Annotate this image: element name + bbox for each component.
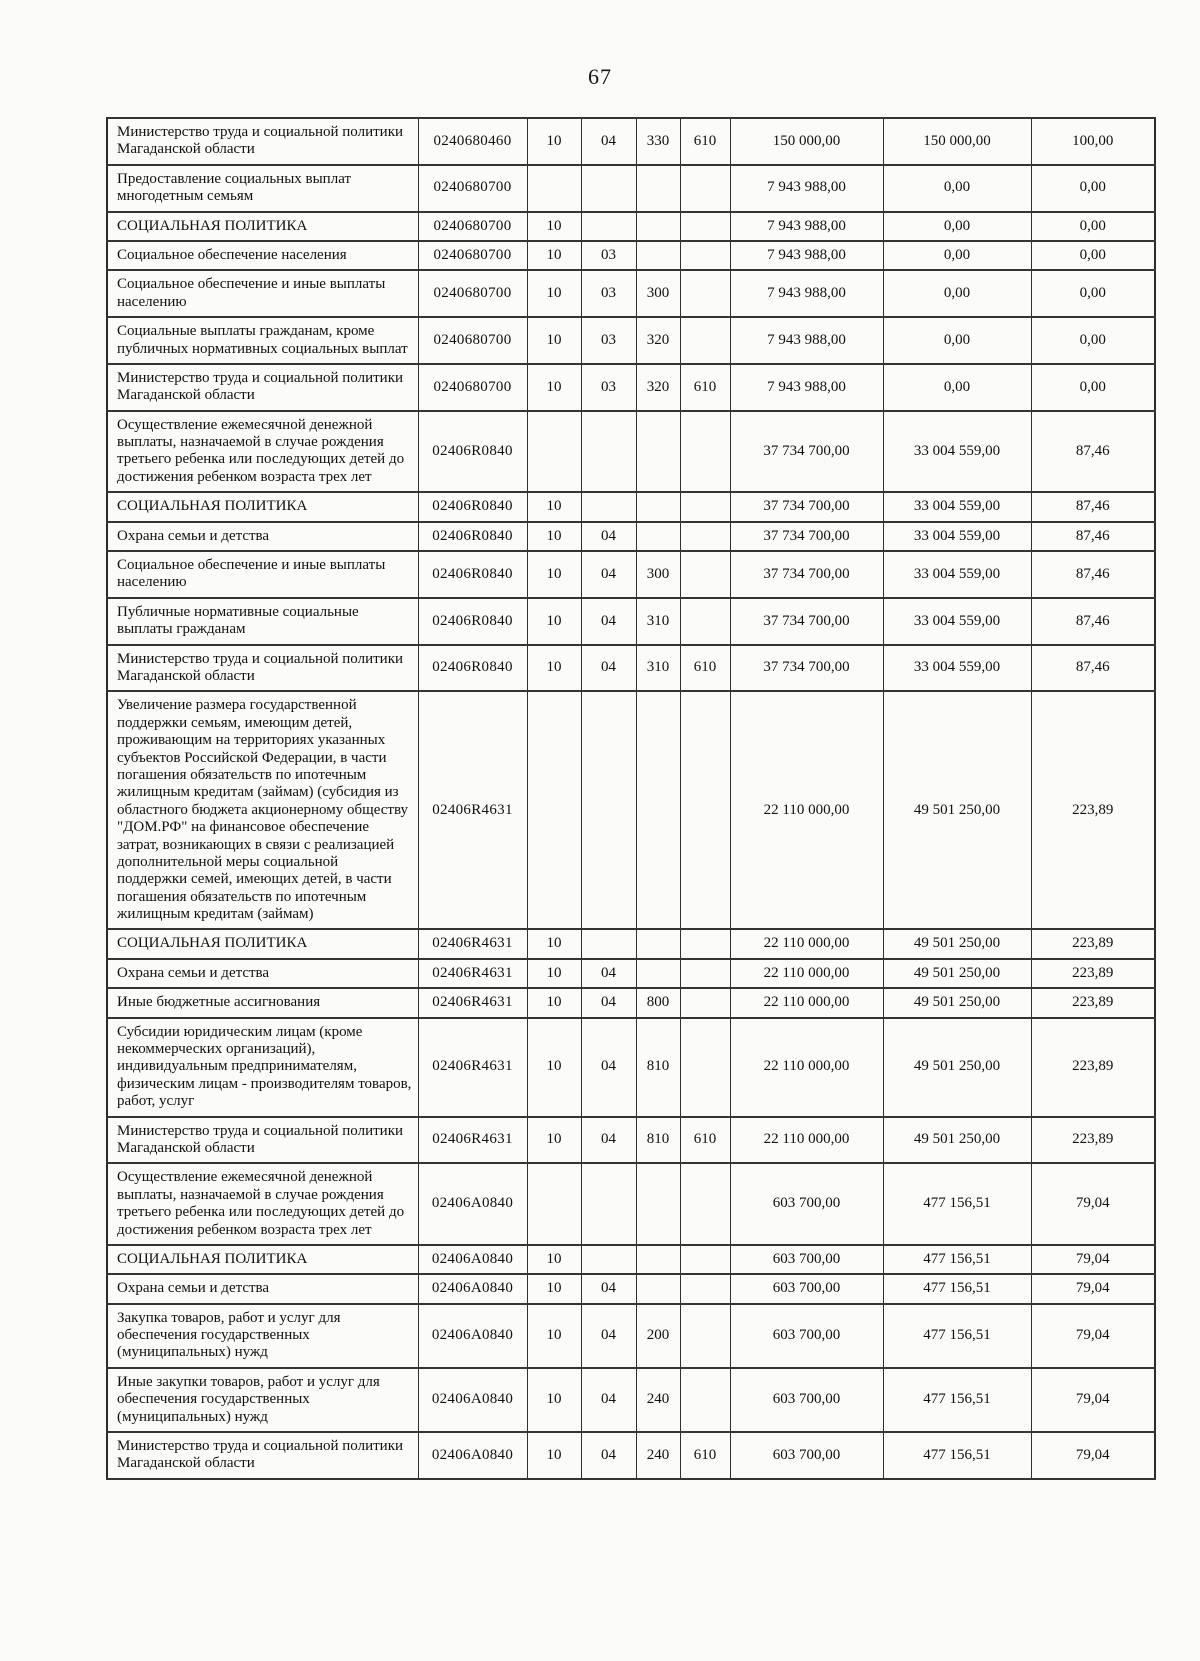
cell-percent: 0,00 [1031,364,1155,411]
cell-code: 02406R0840 [418,598,527,645]
cell-extra-code [680,270,730,317]
cell-section: 10 [527,1274,581,1303]
cell-code: 02406R4631 [418,1117,527,1164]
cell-extra-code [680,1018,730,1117]
cell-section: 10 [527,1018,581,1117]
cell-subsection [581,691,636,929]
table-row [107,691,1155,929]
cell-code: 02406A0840 [418,1163,527,1245]
cell-expense-type: 800 [636,988,680,1017]
cell-fact-amount: 49 501 250,00 [883,691,1031,929]
cell-extra-code [680,492,730,521]
cell-extra-code [680,691,730,929]
table-row [107,1018,1155,1117]
cell-plan-amount: 7 943 988,00 [730,270,883,317]
cell-code: 0240680700 [418,270,527,317]
cell-name: Увеличение размера государственной поддержки семьям, имеющим детей, проживающим на территориях указанных субъектов Российской Федерации, в части погашения обязательств по ипотечным жилищным кредитам (займам) (субсидия из областного бюджета акционерному обществу "ДОМ.РФ" на финансовое обеспечение затрат, возникающих в связи с реализацией дополнительной меры социальной поддержки семей, имеющих детей, в части погашения обязательств по ипотечным жилищным кредитам (займам) [107,691,418,929]
cell-extra-code [680,1304,730,1368]
cell-fact-amount: 33 004 559,00 [883,522,1031,551]
cell-percent: 79,04 [1031,1274,1155,1303]
cell-extra-code [680,411,730,493]
cell-percent: 87,46 [1031,645,1155,692]
cell-subsection [581,929,636,958]
cell-name: Министерство труда и социальной политики Магаданской области [107,118,418,165]
cell-subsection: 03 [581,364,636,411]
cell-name: Охрана семьи и детства [107,959,418,988]
cell-expense-type [636,1163,680,1245]
cell-name: Иные бюджетные ассигнования [107,988,418,1017]
cell-subsection: 04 [581,959,636,988]
cell-code: 0240680700 [418,317,527,364]
table-row [107,1304,1155,1368]
cell-subsection: 04 [581,1018,636,1117]
cell-section: 10 [527,317,581,364]
cell-fact-amount: 0,00 [883,270,1031,317]
cell-name: Социальное обеспечение и иные выплаты населению [107,551,418,598]
cell-extra-code: 610 [680,364,730,411]
cell-expense-type [636,165,680,212]
cell-plan-amount: 37 734 700,00 [730,522,883,551]
cell-plan-amount: 603 700,00 [730,1163,883,1245]
cell-expense-type [636,492,680,521]
cell-name: Министерство труда и социальной политики Магаданской области [107,364,418,411]
table-row [107,1432,1155,1479]
cell-section [527,1163,581,1245]
cell-expense-type: 200 [636,1304,680,1368]
cell-name: Министерство труда и социальной политики Магаданской области [107,1432,418,1479]
cell-section: 10 [527,959,581,988]
cell-subsection: 04 [581,988,636,1017]
cell-code: 02406R0840 [418,645,527,692]
cell-plan-amount: 603 700,00 [730,1368,883,1432]
cell-fact-amount: 0,00 [883,212,1031,241]
cell-subsection: 03 [581,241,636,270]
cell-percent: 223,89 [1031,1018,1155,1117]
cell-percent: 79,04 [1031,1245,1155,1274]
cell-section: 10 [527,1117,581,1164]
cell-name: Иные закупки товаров, работ и услуг для обеспечения государственных (муниципальных) нужд [107,1368,418,1432]
cell-section [527,691,581,929]
cell-fact-amount: 477 156,51 [883,1245,1031,1274]
cell-section: 10 [527,118,581,165]
cell-code: 02406A0840 [418,1432,527,1479]
table-row [107,1163,1155,1245]
cell-fact-amount: 49 501 250,00 [883,929,1031,958]
table-row [107,118,1155,165]
cell-percent: 87,46 [1031,492,1155,521]
cell-code: 02406R0840 [418,551,527,598]
cell-subsection: 03 [581,270,636,317]
cell-expense-type [636,1274,680,1303]
cell-name: Публичные нормативные социальные выплаты гражданам [107,598,418,645]
cell-expense-type [636,929,680,958]
cell-expense-type: 240 [636,1432,680,1479]
table-row [107,270,1155,317]
cell-subsection [581,1245,636,1274]
cell-plan-amount: 7 943 988,00 [730,212,883,241]
cell-extra-code [680,1245,730,1274]
cell-name: СОЦИАЛЬНАЯ ПОЛИТИКА [107,492,418,521]
cell-section: 10 [527,1304,581,1368]
table-row [107,929,1155,958]
cell-percent: 223,89 [1031,1117,1155,1164]
cell-fact-amount: 477 156,51 [883,1432,1031,1479]
cell-fact-amount: 33 004 559,00 [883,645,1031,692]
cell-subsection: 04 [581,1274,636,1303]
cell-extra-code [680,241,730,270]
cell-section: 10 [527,522,581,551]
cell-name: Социальные выплаты гражданам, кроме публичных нормативных социальных выплат [107,317,418,364]
cell-subsection: 04 [581,645,636,692]
cell-code: 02406R4631 [418,929,527,958]
cell-extra-code: 610 [680,1117,730,1164]
cell-extra-code [680,988,730,1017]
budget-table [106,117,1156,1480]
cell-plan-amount: 37 734 700,00 [730,411,883,493]
cell-code: 0240680700 [418,165,527,212]
cell-expense-type: 300 [636,270,680,317]
cell-percent: 79,04 [1031,1304,1155,1368]
cell-section: 10 [527,929,581,958]
cell-subsection [581,1163,636,1245]
cell-expense-type: 810 [636,1117,680,1164]
cell-expense-type: 320 [636,364,680,411]
cell-extra-code [680,317,730,364]
cell-expense-type [636,959,680,988]
cell-percent: 0,00 [1031,241,1155,270]
cell-percent: 0,00 [1031,212,1155,241]
cell-code: 02406R0840 [418,492,527,521]
cell-extra-code [680,551,730,598]
cell-extra-code: 610 [680,645,730,692]
cell-plan-amount: 603 700,00 [730,1432,883,1479]
cell-fact-amount: 49 501 250,00 [883,1018,1031,1117]
cell-percent: 79,04 [1031,1432,1155,1479]
cell-section: 10 [527,364,581,411]
cell-fact-amount: 477 156,51 [883,1368,1031,1432]
cell-plan-amount: 37 734 700,00 [730,645,883,692]
cell-expense-type: 310 [636,645,680,692]
cell-expense-type [636,212,680,241]
cell-name: Социальное обеспечение и иные выплаты населению [107,270,418,317]
table-row [107,212,1155,241]
cell-extra-code: 610 [680,1432,730,1479]
cell-percent: 87,46 [1031,598,1155,645]
cell-fact-amount: 33 004 559,00 [883,551,1031,598]
budget-table-body [107,118,1155,1479]
table-row [107,598,1155,645]
cell-name: Охрана семьи и детства [107,522,418,551]
cell-fact-amount: 0,00 [883,241,1031,270]
table-row [107,317,1155,364]
cell-name: Субсидии юридическим лицам (кроме некоммерческих организаций), индивидуальным предпринимателям, физическим лицам - производителям товаров, работ, услуг [107,1018,418,1117]
cell-name: Министерство труда и социальной политики Магаданской области [107,1117,418,1164]
cell-percent: 87,46 [1031,411,1155,493]
cell-percent: 87,46 [1031,522,1155,551]
cell-percent: 0,00 [1031,317,1155,364]
cell-percent: 223,89 [1031,691,1155,929]
cell-expense-type [636,411,680,493]
cell-code: 02406R4631 [418,988,527,1017]
cell-expense-type: 330 [636,118,680,165]
table-row [107,1117,1155,1164]
cell-subsection: 04 [581,522,636,551]
cell-section: 10 [527,1368,581,1432]
table-row [107,959,1155,988]
cell-code: 02406R4631 [418,1018,527,1117]
cell-fact-amount: 0,00 [883,317,1031,364]
table-row [107,522,1155,551]
cell-percent: 79,04 [1031,1368,1155,1432]
cell-extra-code: 610 [680,118,730,165]
cell-section: 10 [527,645,581,692]
cell-fact-amount: 0,00 [883,165,1031,212]
cell-expense-type: 310 [636,598,680,645]
cell-fact-amount: 49 501 250,00 [883,988,1031,1017]
cell-plan-amount: 22 110 000,00 [730,988,883,1017]
cell-code: 02406R0840 [418,411,527,493]
cell-section: 10 [527,492,581,521]
cell-extra-code [680,929,730,958]
cell-fact-amount: 49 501 250,00 [883,959,1031,988]
cell-extra-code [680,1274,730,1303]
cell-section: 10 [527,598,581,645]
cell-name: Охрана семьи и детства [107,1274,418,1303]
cell-subsection: 04 [581,1368,636,1432]
cell-percent: 223,89 [1031,959,1155,988]
cell-section: 10 [527,270,581,317]
cell-plan-amount: 22 110 000,00 [730,1018,883,1117]
cell-extra-code [680,959,730,988]
cell-name: Социальное обеспечение населения [107,241,418,270]
cell-fact-amount: 49 501 250,00 [883,1117,1031,1164]
cell-name: Министерство труда и социальной политики Магаданской области [107,645,418,692]
table-row [107,165,1155,212]
page-number: 67 [588,64,612,89]
cell-extra-code [680,1368,730,1432]
cell-section [527,411,581,493]
cell-plan-amount: 22 110 000,00 [730,691,883,929]
table-row [107,1368,1155,1432]
cell-plan-amount: 37 734 700,00 [730,598,883,645]
cell-subsection: 04 [581,1304,636,1368]
cell-fact-amount: 477 156,51 [883,1304,1031,1368]
table-row [107,551,1155,598]
cell-code: 02406A0840 [418,1274,527,1303]
cell-extra-code [680,598,730,645]
cell-percent: 0,00 [1031,165,1155,212]
cell-name: СОЦИАЛЬНАЯ ПОЛИТИКА [107,212,418,241]
cell-expense-type: 300 [636,551,680,598]
cell-extra-code [680,165,730,212]
cell-percent: 0,00 [1031,270,1155,317]
cell-plan-amount: 603 700,00 [730,1304,883,1368]
cell-subsection [581,492,636,521]
cell-code: 02406R0840 [418,522,527,551]
cell-section: 10 [527,551,581,598]
cell-name: СОЦИАЛЬНАЯ ПОЛИТИКА [107,1245,418,1274]
cell-code: 02406A0840 [418,1245,527,1274]
cell-plan-amount: 37 734 700,00 [730,492,883,521]
table-row [107,1245,1155,1274]
cell-name: СОЦИАЛЬНАЯ ПОЛИТИКА [107,929,418,958]
table-row [107,492,1155,521]
cell-expense-type [636,522,680,551]
cell-plan-amount: 22 110 000,00 [730,1117,883,1164]
cell-percent: 100,00 [1031,118,1155,165]
cell-code: 02406R4631 [418,959,527,988]
cell-name: Осуществление ежемесячной денежной выплаты, назначаемой в случае рождения третьего ребенка или последующих детей до достижения ребенком возраста трех лет [107,411,418,493]
cell-name: Осуществление ежемесячной денежной выплаты, назначаемой в случае рождения третьего ребенка или последующих детей до достижения ребенком возраста трех лет [107,1163,418,1245]
cell-plan-amount: 603 700,00 [730,1274,883,1303]
cell-code: 0240680700 [418,364,527,411]
cell-code: 0240680700 [418,241,527,270]
cell-percent: 223,89 [1031,988,1155,1017]
cell-plan-amount: 150 000,00 [730,118,883,165]
table-row [107,645,1155,692]
cell-expense-type: 320 [636,317,680,364]
cell-percent: 87,46 [1031,551,1155,598]
cell-fact-amount: 33 004 559,00 [883,411,1031,493]
cell-extra-code [680,212,730,241]
cell-plan-amount: 603 700,00 [730,1245,883,1274]
cell-section [527,165,581,212]
cell-section: 10 [527,988,581,1017]
table-row [107,988,1155,1017]
table-row [107,1274,1155,1303]
cell-plan-amount: 22 110 000,00 [730,959,883,988]
cell-extra-code [680,522,730,551]
cell-plan-amount: 7 943 988,00 [730,364,883,411]
cell-expense-type [636,691,680,929]
cell-percent: 79,04 [1031,1163,1155,1245]
cell-section: 10 [527,1432,581,1479]
table-row [107,411,1155,493]
cell-subsection [581,212,636,241]
cell-fact-amount: 477 156,51 [883,1274,1031,1303]
cell-section: 10 [527,212,581,241]
cell-subsection: 04 [581,118,636,165]
cell-section: 10 [527,241,581,270]
cell-extra-code [680,1163,730,1245]
cell-subsection [581,165,636,212]
cell-expense-type [636,1245,680,1274]
cell-fact-amount: 0,00 [883,364,1031,411]
cell-code: 0240680700 [418,212,527,241]
cell-subsection [581,411,636,493]
cell-subsection: 04 [581,598,636,645]
cell-expense-type: 810 [636,1018,680,1117]
cell-plan-amount: 37 734 700,00 [730,551,883,598]
cell-code: 02406A0840 [418,1304,527,1368]
cell-subsection: 03 [581,317,636,364]
table-row [107,241,1155,270]
cell-subsection: 04 [581,1432,636,1479]
cell-fact-amount: 477 156,51 [883,1163,1031,1245]
cell-code: 0240680460 [418,118,527,165]
cell-fact-amount: 33 004 559,00 [883,492,1031,521]
cell-name: Закупка товаров, работ и услуг для обеспечения государственных (муниципальных) нужд [107,1304,418,1368]
cell-subsection: 04 [581,551,636,598]
cell-plan-amount: 7 943 988,00 [730,317,883,364]
cell-name: Предоставление социальных выплат многодетным семьям [107,165,418,212]
cell-plan-amount: 22 110 000,00 [730,929,883,958]
cell-section: 10 [527,1245,581,1274]
cell-code: 02406R4631 [418,691,527,929]
cell-plan-amount: 7 943 988,00 [730,165,883,212]
cell-plan-amount: 7 943 988,00 [730,241,883,270]
cell-fact-amount: 33 004 559,00 [883,598,1031,645]
table-row [107,364,1155,411]
cell-percent: 223,89 [1031,929,1155,958]
cell-subsection: 04 [581,1117,636,1164]
cell-fact-amount: 150 000,00 [883,118,1031,165]
cell-code: 02406A0840 [418,1368,527,1432]
cell-expense-type [636,241,680,270]
cell-expense-type: 240 [636,1368,680,1432]
